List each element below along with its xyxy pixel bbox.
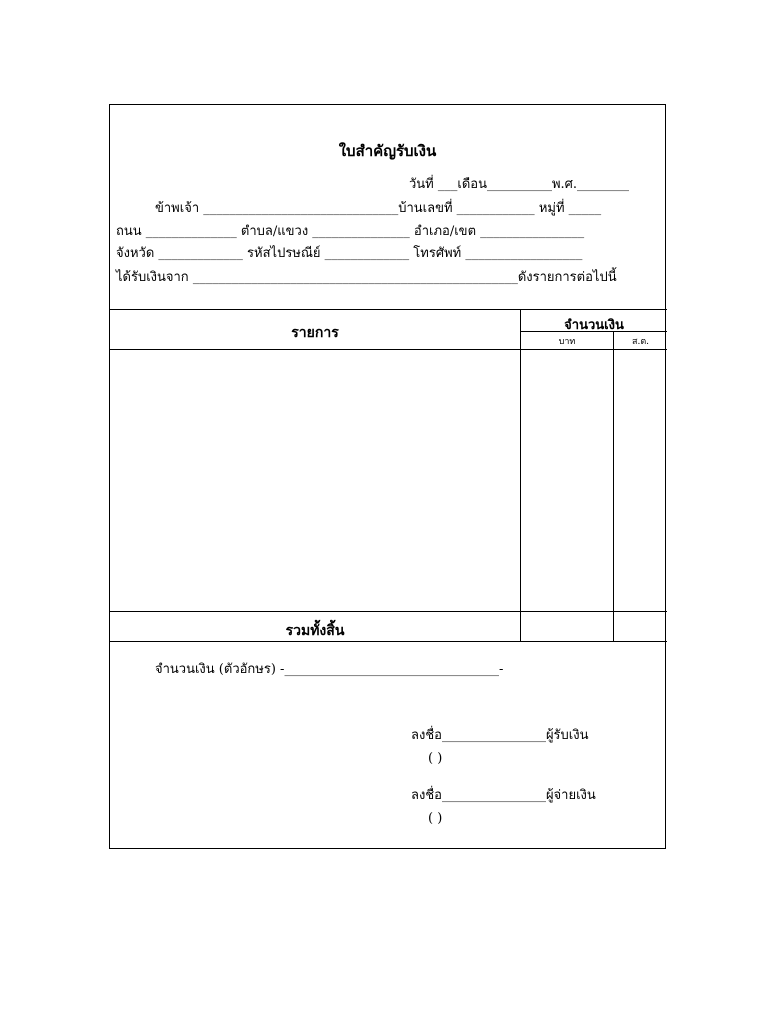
table-header-bottom-border <box>110 349 667 350</box>
receiver-name-parentheses: ( ) <box>428 751 443 766</box>
amount-column-divider <box>520 309 521 641</box>
address-road-line: ถนน ______________ ตำบล/แขวง _______________ อำเภอ/เขต ________________ <box>116 224 585 239</box>
payer-name-line: ข้าพเจ้า ______________________________บ้านเลขที่ ____________ หมู่ที่ _____ <box>155 201 602 216</box>
satang-column-header: ส.ต. <box>631 337 650 347</box>
form-title: ใบสำคัญรับเงิน <box>338 142 437 160</box>
payer-signature-line: ลงชื่อ________________ผู้จ่ายเงิน <box>411 788 596 803</box>
date-line: วันที่ ___เดือน__________พ.ศ.________ <box>409 177 630 192</box>
table-total-top-border <box>110 611 667 612</box>
payer-name-parentheses: ( ) <box>428 811 443 826</box>
amount-column-header: จำนวนเงิน <box>564 318 624 333</box>
receipt-form <box>109 104 666 849</box>
baht-column-header: บาท <box>558 337 576 347</box>
satang-column-divider <box>613 332 614 641</box>
received-from-line: ได้รับเงินจาก __________________________________________________ดังรายการต่อไปนี้ <box>116 270 617 285</box>
item-column-header: รายการ <box>291 325 339 341</box>
table-top-border <box>110 309 667 310</box>
total-label: รวมทั้งสิ้น <box>285 623 345 639</box>
receiver-signature-line: ลงชื่อ________________ผู้รับเงิน <box>411 728 589 743</box>
amount-in-words-line: จำนวนเงิน (ตัวอักษร) -_________________________________- <box>155 662 504 677</box>
address-province-line: จังหวัด _____________ รหัสไปรษณีย์ _____________ โทรศัพท์ __________________ <box>116 246 583 261</box>
